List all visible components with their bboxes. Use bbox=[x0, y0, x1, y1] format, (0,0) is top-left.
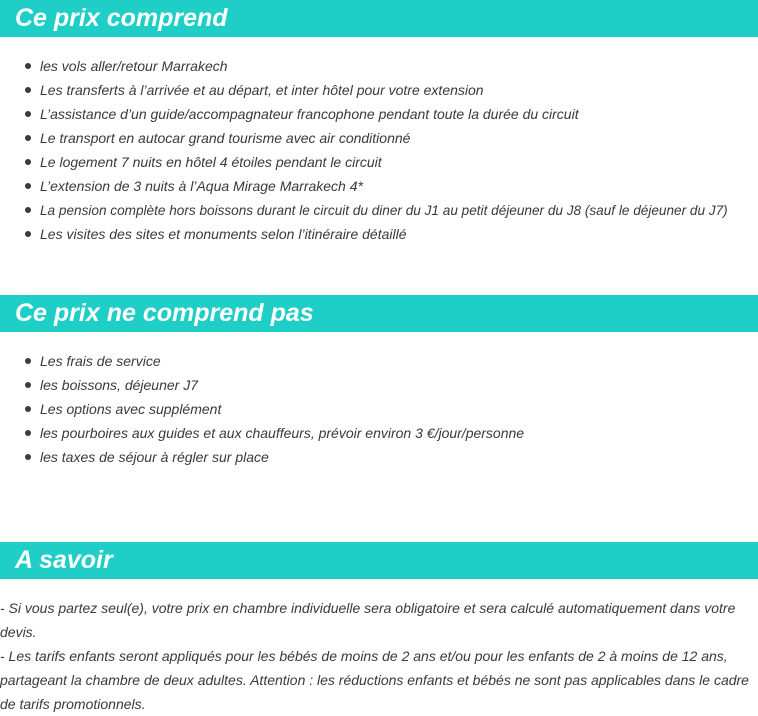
info-paragraph-children-rates: - Les tarifs enfants seront appliqués pour les bébés de moins de 2 ans et/ou pour les enfants de 2 à moins de 12 ans, partageant la chambre de deux adultes. Attention : les réductions enfants et bébés ne sont pas applicables dans le cadre de tarifs promotionnels. bbox=[0, 648, 749, 712]
bullet-icon bbox=[25, 135, 31, 141]
included-list bbox=[0, 54, 758, 246]
list-item: Les transferts à l’arrivée et au départ, et inter hôtel pour votre extension bbox=[0, 78, 758, 102]
info-title: A savoir bbox=[15, 546, 113, 574]
bullet-icon bbox=[25, 454, 31, 460]
list-item: Le transport en autocar grand tourisme avec air conditionné bbox=[0, 126, 758, 150]
list-item: Les options avec supplément bbox=[0, 397, 758, 421]
bullet-icon bbox=[25, 207, 31, 213]
bullet-icon bbox=[25, 63, 31, 69]
list-item: les boissons, déjeuner J7 bbox=[0, 373, 758, 397]
bullet-icon bbox=[25, 382, 31, 388]
bullet-icon bbox=[25, 111, 31, 117]
list-item: Le logement 7 nuits en hôtel 4 étoiles pendant le circuit bbox=[0, 150, 758, 174]
list-item: les pourboires aux guides et aux chauffeurs, prévoir environ 3 €/jour/personne bbox=[0, 421, 758, 445]
included-header bbox=[0, 0, 758, 37]
list-item: les vols aller/retour Marrakech bbox=[0, 54, 758, 78]
bullet-icon bbox=[25, 430, 31, 436]
bullet-icon bbox=[25, 406, 31, 412]
list-item: La pension complète hors boissons durant le circuit du diner du J1 au petit déjeuner du J8 (sauf le déjeuner du J7) bbox=[0, 198, 758, 222]
excluded-list bbox=[0, 349, 758, 469]
list-item: L’assistance d’un guide/accompagnateur francophone pendant toute la durée du circuit bbox=[0, 102, 758, 126]
list-item: Les visites des sites et monuments selon l’itinéraire détaillé bbox=[0, 222, 758, 246]
info-paragraph-single-room: - Si vous partez seul(e), votre prix en chambre individuelle sera obligatoire et sera calculé automatiquement dans votre devis. bbox=[0, 600, 736, 640]
excluded-header bbox=[0, 295, 758, 332]
bullet-icon bbox=[25, 159, 31, 165]
list-item: L’extension de 3 nuits à l’Aqua Mirage Marrakech 4* bbox=[0, 174, 758, 198]
bullet-icon bbox=[25, 87, 31, 93]
included-title: Ce prix comprend bbox=[15, 4, 228, 32]
info-header bbox=[0, 542, 758, 579]
excluded-title: Ce prix ne comprend pas bbox=[15, 299, 314, 327]
bullet-icon bbox=[25, 183, 31, 189]
list-item: les taxes de séjour à régler sur place bbox=[0, 445, 758, 469]
bullet-icon bbox=[25, 231, 31, 237]
bullet-icon bbox=[25, 358, 31, 364]
list-item: Les frais de service bbox=[0, 349, 758, 373]
